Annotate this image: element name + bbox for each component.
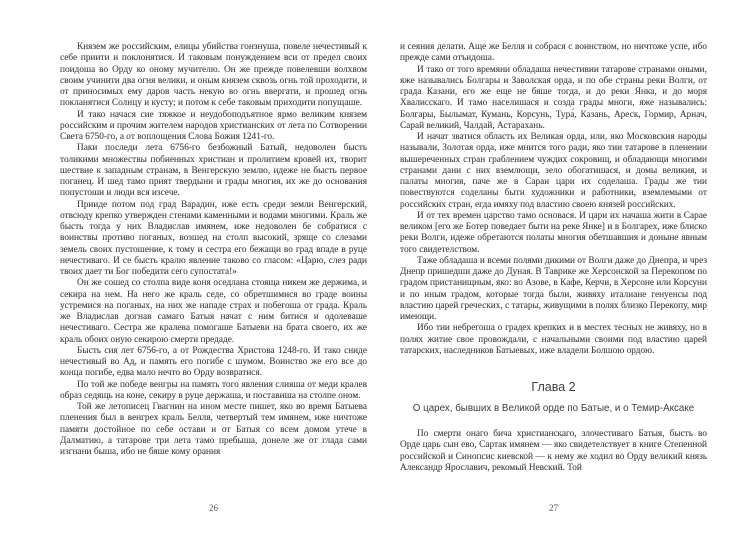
page-number-left: 26 <box>209 503 218 513</box>
page-right <box>400 42 707 522</box>
page-left-text <box>60 42 367 458</box>
chapter-subtitle: О царех, бывших в Великой орде по Батые, и о Темир-Аксаке <box>412 403 695 414</box>
paragraph: И начат зватися область их Великая орда, или, яко Московския народы называли, Золотая орда, иже мнится того ради, яко тии татарове в пленении вышереченных стран граблением чуждих сокровищ, и обладающи многими странами дани с них вземлющи, зело обогатишася, и домы великия, и палаты многия, паче же в Сараи цари их соделаша. Грады же тии повествуются соделаны быти художники и работники, вземлемыми от российских стран, егда имяху под властию своею князей российских. <box>400 132 707 210</box>
paragraph: По смерти онаго бича христианскаго, злочестиваго Батыя, бысть во Орде царь сын ево, Сартак имянем — яко свидетелствует в книге Степенной российской и Синопсис киевской — к нему же ходил во Орду великий князь Александр Ярославич, рекомый Невский. Той <box>400 429 707 473</box>
page-left <box>60 42 367 522</box>
paragraph: И тако начася сие тяжкое и неудобоподъятное ярмо великим князем российским и прочим жителем народов христианских от лета по Сотворении Света 6750-го, а от воплощения Слова Божия 1241-го. <box>60 109 367 142</box>
paragraph: Он же сошед со столпа виде коня оседлана стояща никем же держима, и секира на нем. На него же краль седе, со обретшимися во граде воины устремися на поганых, на них же нападе страх и побегоша от града. Краль же Владислав догнав самаго Батыя начат с ним битися и одолеваше нечестиваго. Сестра же кралева помогаше Батыеви на брата своего, их же краль обоих оную секирою смерти предаде. <box>60 278 367 345</box>
paragraph: Паки последи лета 6756-го безбожный Батый, недоволен бысть толикими множествы побиенных христиан и пролитием кровей их, творит шествие к западным странам, в Венгерскую землю, идеже не бысть первое поганец. И шед тамо прият твердыни и грады многия, их же до основания попустоши и люди вся изсече. <box>60 143 367 199</box>
chapter-heading: Глава 2 <box>531 380 576 394</box>
paragraph: Прииде потом под град Варадин, иже есть среди земли Венгерский, отвсюду крепко утвержден стенами каменными и водами многими. Краль же бысть тогда у них Владислав имянем, иже недоволен бе собратися с воинствы противо поганых, возшед на столп высокий, зряще со слезами земель своих пустошение, к тому и сестра его бежащи во град впаде в руце нечестиваго. И се бысть кралю явление таково со гласом: «Царю, слез ради твоих дает ти Бог победити сего супостата!» <box>60 199 367 277</box>
page-number-right: 27 <box>549 503 558 513</box>
paragraph: и сеяния делати. Аще же Белля и собрася с воинством, но ничтоже успе, ибо прежде сами отъидоша. <box>400 42 707 64</box>
paragraph: Князем же российским, елицы убийства гонзнуша, повеле нечестивый к себе приити и поклонятися. И таковым понуждением вси от предел своих поидоша во Орду ко оному мучителю. Он же прежде повелевши волхвом своим учинити два огня велики, и оным князем сквозь огнь той проходити, и от приносимых ему даров часть некую во огнь ввергати, и прошед огнь покланятися Солнцу и кусту; и потом к себе таковым приходити попущаше. <box>60 42 367 109</box>
paragraph: Таже обладаша и всеми полями дикими от Волги даже до Днепра, и чрез Днепр пришедши даже до Дуная. В Таврике же Херсонской за Перекопом по градом пристанищным, яко: во Азове, в Кафе, Керчи, в Херсоне или Корсуни и по иным градом, которые тогда были, живяху италиане генуенсы под властию царей греческих, с татары, живущими в полях близко Перекопу, мир имеющи. <box>400 255 707 322</box>
page-right-text <box>400 42 707 474</box>
paragraph: И от тех времен царство тамо основася. И цари их начаша жити в Сарае великом [его же Ботер поведает быти на реке Янке] и в Болгарех, иже блиско реки Волги, идеже обретаются полаты многия обетшавшия и доныне явным того свидетелством. <box>400 210 707 255</box>
paragraph: Той же летописец Гвагнин на ином месте пишет, яко во время Батыева пленения был в венгрех краль Белля, четвертый тем имянем, иже ничтоже памяти достойное по себе остави и от Батыя со всем домом утече в Далматию, а татарове три лета тамо пребыша, донеле же от глада сами изгнани быша, ибо не бяше кому орания <box>60 402 367 457</box>
paragraph: Бысть сия лет 6756-го, а от Рождества Христова 1248-го. И тако сниде нечестивый во Ад, и память его погибе с шумом. Воинство же его все до конца погибе, едва мало нечто во Орду возвратися. <box>60 345 367 379</box>
paragraph: И тако от того времяни обладаша нечестивии татарове странами оными, яже назывались Болгары и Заволская орда, и по обе страны реки Волги, от града Казани, его же еще не бяше тогда, и до реки Янка, и до моря Хвалисскаго. И тамо населишася и созда грады многи, яже назывались: Болгары, Былымат, Кумань, Корсунь, Тура́, Казань, Ареск, Гормир, Арнач, Сарай великий, Чалдай, Астарахань. <box>400 64 707 131</box>
paragraph: Ибо тии небрегоша о градех крепких и в местех тесных не живяху, но в полях житие свое провождали, с начальными своими под властию царей татарских, наследников Батыевых, иже владели Болшою ордою. <box>400 323 707 356</box>
paragraph: По той же победе венгры на память того явления слияша от меди кралев образ седящь на коне, секиру в руце держаша, и поставиша на столпе оном. <box>60 379 367 401</box>
